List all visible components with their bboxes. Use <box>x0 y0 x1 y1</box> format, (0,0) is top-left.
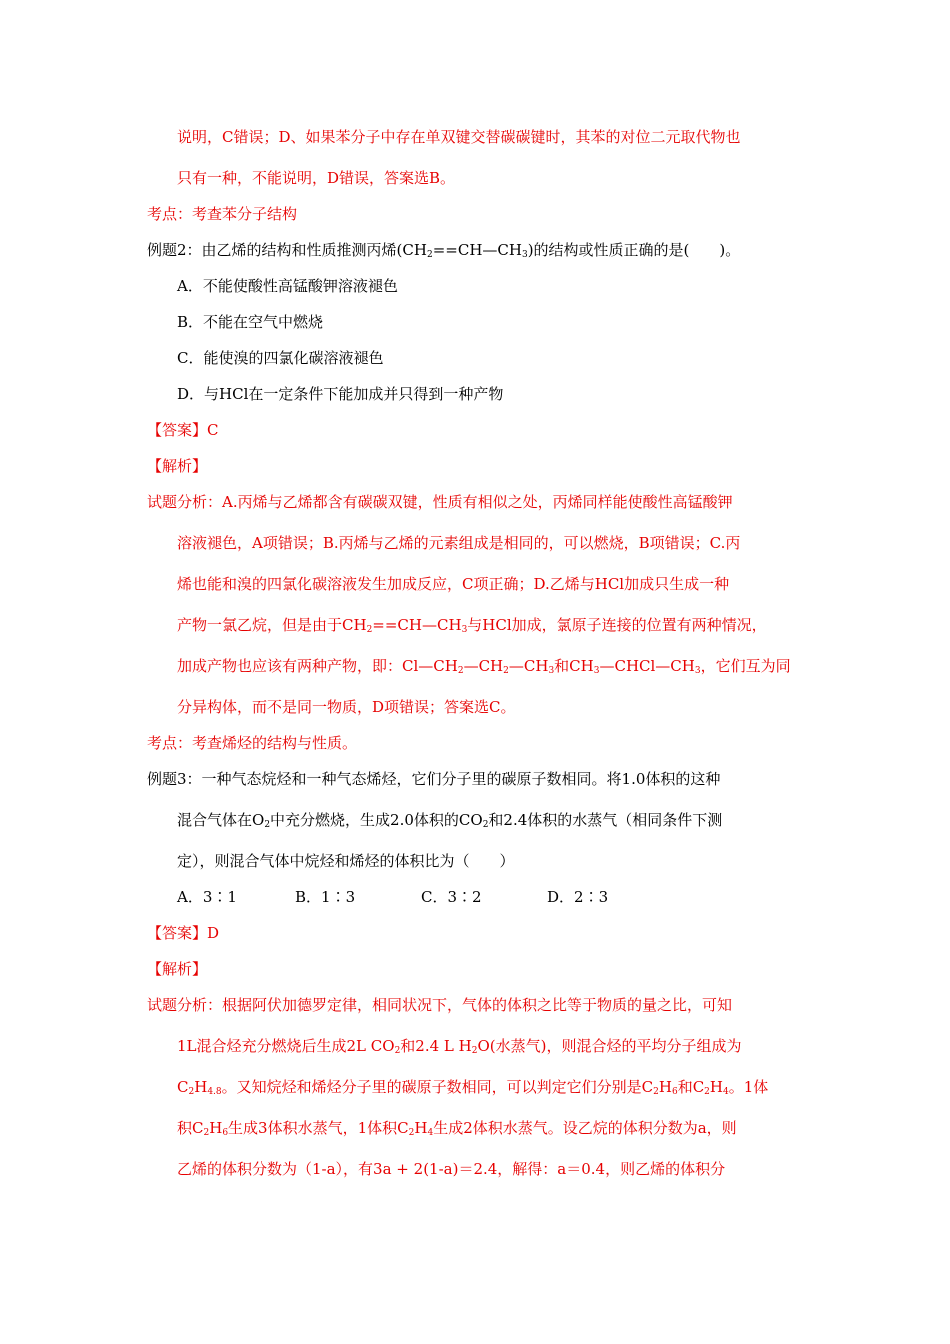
text: O(水蒸气)，则混合烃的平均分子组成为 <box>477 1037 742 1055</box>
analysis-line: 分异构体，而不是同一物质，D项错误；答案选C。 <box>177 698 516 716</box>
analysis-line: 试题分析：根据阿伏加德罗定律，相同状况下，气体的体积之比等于物质的量之比，可知 <box>147 996 733 1014</box>
text: 中充分燃烧，生成2.0体积的CO <box>270 811 483 829</box>
analysis-label: 【解析】 <box>147 457 208 475</box>
text: 1L混合烃充分燃烧后生成2L CO <box>177 1037 395 1055</box>
question-stem: 定），则混合气体中烷烃和烯烃的体积比为（ ） <box>177 852 515 870</box>
text: —CHCl—CH <box>599 657 695 675</box>
analysis-line: 说明，C错误；D、如果苯分子中存在单双键交替碳碳键时，其苯的对位二元取代物也 <box>177 128 741 146</box>
subscript: 2 <box>503 666 509 676</box>
kaodian-line: 考点：考查苯分子结构 <box>147 205 298 223</box>
text: C <box>177 1078 189 1096</box>
subscript: 3 <box>694 666 701 676</box>
subscript: 2 <box>203 1128 210 1138</box>
option-c: C．能使溴的四氯化碳溶液褪色 <box>177 349 384 367</box>
text: 和2.4体积的水蒸气（相同条件下测 <box>488 811 723 829</box>
subscript: 6 <box>671 1087 678 1097</box>
text: 和C <box>677 1078 705 1096</box>
text: —CH <box>508 657 549 675</box>
text: H <box>709 1078 723 1096</box>
subscript: 3 <box>593 666 600 676</box>
stem-text: )的结构或性质正确的是( )。 <box>527 241 741 259</box>
analysis-line: 烯也能和溴的四氯化碳溶液发生加成反应，C项正确；D.乙烯与HCl加成只生成一种 <box>177 575 730 593</box>
option-d: D．与HCl在一定条件下能加成并只得到一种产物 <box>177 385 504 403</box>
option-d: D．2∶3 <box>547 888 609 906</box>
text: 加成产物也应该有两种产物，即：Cl—CH <box>177 657 458 675</box>
subscript: 2 <box>482 820 489 830</box>
option-a: A．3∶1 <box>177 888 237 906</box>
subscript: 3 <box>548 666 555 676</box>
option-c: C．3∶2 <box>421 888 482 906</box>
option-b: B．不能在空气中燃烧 <box>177 313 324 331</box>
options-row <box>177 887 608 907</box>
text: 混合气体在O <box>177 811 265 829</box>
text: ，它们互为同 <box>700 657 791 675</box>
subscript: 6 <box>222 1128 229 1138</box>
subscript: 3 <box>521 250 528 260</box>
question-stem <box>177 810 722 830</box>
question-stem: 例题3：一种气态烷烃和一种气态烯烃，它们分子里的碳原子数相同。将1.0体积的这种 <box>147 770 721 788</box>
text: 。又知烷烃和烯烃分子里的碳原子数相同，可以判定它们分别是C <box>221 1078 654 1096</box>
subscript: 4 <box>723 1087 729 1097</box>
analysis-line: 溶液褪色，A项错误；B.丙烯与乙烯的元素组成是相同的，可以燃烧，B项错误；C.丙 <box>177 534 741 552</box>
subscript: 4.8 <box>207 1087 222 1097</box>
text: ==CH—CH <box>372 616 462 634</box>
subscript: 2 <box>188 1087 195 1097</box>
text: 和2.4 L H <box>400 1037 472 1055</box>
analysis-line: 乙烯的体积分数为（1-a），有3a + 2(1-a)＝2.4，解得：a＝0.4，则乙烯的体积分 <box>177 1160 726 1178</box>
analysis-line <box>177 1077 768 1097</box>
text: H <box>658 1078 672 1096</box>
text: H <box>209 1119 223 1137</box>
subscript: 2 <box>471 1046 478 1056</box>
analysis-line: 只有一种，不能说明，D错误，答案选B。 <box>177 169 456 187</box>
subscript: 4 <box>427 1128 434 1138</box>
analysis-line <box>177 1036 741 1056</box>
subscript: 2 <box>704 1087 710 1097</box>
subscript: 2 <box>394 1046 401 1056</box>
analysis-line <box>177 656 791 676</box>
analysis-line <box>177 1118 737 1138</box>
analysis-label: 【解析】 <box>147 960 208 978</box>
stem-text: ==CH—CH <box>432 241 522 259</box>
analysis-line: 试题分析：A.丙烯与乙烯都含有碳碳双键，性质有相似之处，丙烯同样能使酸性高锰酸钾 <box>147 493 733 511</box>
subscript: 2 <box>426 250 433 260</box>
text: 积C <box>177 1119 204 1137</box>
subscript: 3 <box>461 625 468 635</box>
subscript: 2 <box>653 1087 659 1097</box>
subscript: 2 <box>366 625 373 635</box>
option-a: A．不能使酸性高锰酸钾溶液褪色 <box>177 277 398 295</box>
text: H <box>194 1078 208 1096</box>
text: —CH <box>463 657 504 675</box>
option-b: B．1∶3 <box>295 888 356 906</box>
text: 生成2体积水蒸气。设乙烷的体积分数为a，则 <box>433 1119 737 1137</box>
text: 和CH <box>554 657 594 675</box>
analysis-line <box>177 615 767 635</box>
answer-line: 【答案】C <box>147 421 219 439</box>
answer-line: 【答案】D <box>147 924 220 942</box>
kaodian-line: 考点：考查烯烃的结构与性质。 <box>147 734 358 752</box>
text: 。1体 <box>728 1078 769 1096</box>
text: 产物一氯乙烷，但是由于CH <box>177 616 367 634</box>
text: 生成3体积水蒸气，1体积C <box>228 1119 409 1137</box>
text: 与HCl加成，氯原子连接的位置有两种情况， <box>467 616 767 634</box>
subscript: 2 <box>264 820 271 830</box>
subscript: 2 <box>457 666 464 676</box>
stem-text: 例题2：由乙烯的结构和性质推测丙烯(CH <box>147 241 427 259</box>
subscript: 2 <box>408 1128 415 1138</box>
question-stem <box>147 240 740 260</box>
text: H <box>414 1119 428 1137</box>
